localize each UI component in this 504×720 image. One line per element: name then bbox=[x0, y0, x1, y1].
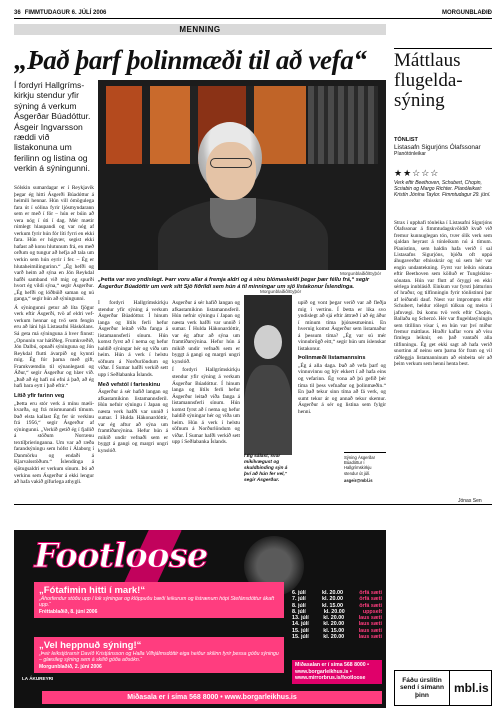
show-time: kl. 20.00 bbox=[322, 596, 343, 603]
show-time: kl. 20.00 bbox=[322, 590, 343, 596]
figure-head bbox=[254, 325, 282, 359]
ad-badge: LA ÁKUREYRI bbox=[22, 676, 54, 681]
show-status: laus sæti bbox=[358, 621, 382, 628]
figure-body bbox=[244, 365, 292, 455]
article-deck: Í fordyri Hallgrímskirkju stendur yfir sýning á verkum Ásgerðar Búadóttur. Ásgeir Ingvarsson ræddi við listakonuna um ferilinn og listina og verkin á sýningunni. bbox=[14, 80, 91, 174]
portrait-glasses bbox=[210, 158, 252, 168]
article-column-2 bbox=[98, 300, 168, 500]
author-email: asgeir@mbl.is bbox=[344, 477, 373, 483]
quote-heading: „Fótafimin hitti í mark!“ bbox=[39, 585, 146, 596]
show-time: kl. 15.00 bbox=[322, 602, 343, 609]
article-column-1 bbox=[14, 185, 94, 501]
subheading: Þolinmæði listamannsins bbox=[298, 355, 366, 362]
mbl-promo-box[interactable] bbox=[394, 670, 492, 706]
paragraph: Í fordyri Hallgrímskirkju stendur yfir sýning á verkum Ásgerðar Búadóttur. Í hinum langa og lítils ferli hefur Ásgerður leitað víða fanga á listamannsferli sínum. Hún komst fyrst að í nema og hefur haldið sýningar hér og víða um heim. Hún á verk í helstu söfnum á Norðurlöndum og víðar. Í Sumar hafði verkið sett upp í Seðlabanka Íslands. bbox=[98, 300, 168, 379]
show-time: kl. 20.00 bbox=[323, 621, 345, 628]
review-body: Strax í upphafi tónleika í Listasafni Sigurjóns Ólafssonar á fimmtudagskvöldið kvað við fremur kunnuglegan tón, tvær ólík verk sem sjaldan heyrast á tónleikum nú á tímum. Píanistinn, sem haldin hafa verið í sal Listasafns Sigurjóns, bjóða oft uppá áhugaverðar efnisskrár og sú sem hér var engin undantekning. Fyrst var leikin sónata eftir Beethoven sem kölluð er Tunglskinssónatan. Hún var flutt af öryggi en ekki sérlega innblásið. Einkum var fyrsti þátturinn of hraður, og tilfinningin fyrir tónlistinni þar af leiðandi dauf. Næst var impromptu eftir Schubert, heldur rólegri túlkun og meira í jafnvægi. Þá komu tvö verk eftir Chopin, Ballaða og Scherzó. Hér var flugeldasýningin sem titillinn vísar í, en hún var því miður fremur máttlaus. Hraðir kaflar voru að vísu fimlega leiknir, en það vantaði alla tilfinningu. Ég get ekki sagt að hafa verið snortinn af neinu sem þarna fór fram og vil ráðleggja listamanninum að einbeita sér að þeim verkum sem henni henta best. bbox=[394, 220, 492, 367]
info-box bbox=[344, 452, 386, 483]
paragraph: Sólskin sumardagar er í Reykjavík þegar ég hitti Ásgerði Búadóttur á heimili hennar. Hún vill ómögulega fara út í sólina fyrir ljósmyndarann sem er með í för – hún er búin að vera nóg í úti í dag. Mér mætir rúmlegt hlaupandi og var nóg af verkum fyrir hún fór líti fyrri en ekki fara. Hún er hógvær, segist ekki hafast að konu hlutunum frá, en með orðum og tungur að hefja að tala um verkin sem hún eyrir í fer. – Ég er hlutaheimilingurinn.“ „Ég hefði og varð heim að sýna en Jón Reykdal hafði samband við mig og spurði hvort ég vildi sýna,“ segir Ásgerður. „Ég hefði og lóðbúið saman og nú ganga,“ segir hún að sýningunni. bbox=[14, 185, 94, 303]
subheading: Með vefstól í farteskinu bbox=[98, 381, 161, 388]
article-column-4 bbox=[298, 300, 386, 450]
paragraph: upið og vont þegar verið var að fleðja mig í vertinu. Í Þetta er líka svo yndislegt að sjá eftir áttræð í að ég áður í mínum tíma þjónæsmæinni. En hvernig komst Ásgerður sem listamaður á þessum tíma? „Ég var sú mér vinnubrögð eitt,“ segir hún um íslenskar listakonur. bbox=[298, 300, 386, 352]
footloose-advert[interactable] bbox=[14, 530, 386, 708]
quote-source: Morgunblaðið, 2. júní 2006 bbox=[39, 664, 102, 671]
show-row bbox=[292, 634, 382, 640]
show-date: 14. júlí bbox=[292, 621, 309, 628]
headline: „Það þarf þolinmæði til að vefa“ bbox=[14, 45, 367, 75]
show-status: laus sæti bbox=[358, 627, 382, 634]
section-label: MENNING bbox=[14, 24, 386, 35]
photo2-credit: Morgunblaðið/Eyþór bbox=[260, 289, 302, 294]
article-photo bbox=[98, 80, 386, 270]
portrait-face bbox=[206, 142, 256, 200]
page-date: FIMMTUDAGUR 6. JÚLÍ 2006 bbox=[24, 10, 107, 16]
show-date: 8. júlí bbox=[292, 602, 306, 609]
show-status: örfá sæti bbox=[359, 590, 382, 596]
venue-name: Listasafn Sigurjóns Ólafssonar bbox=[394, 144, 481, 151]
quote-text: „Þeir leikstjórarnir Davíð Kristjánsson og Halla Vilhjálmsdóttir eiga heiður skilinn fyrir þessa góðu sýningu – glæsileg sýning sem á skilið góða aðsókn.“ bbox=[39, 651, 279, 664]
page-divider bbox=[14, 504, 492, 505]
show-status: örfá sæti bbox=[359, 602, 382, 609]
photo2-caption: Í Ég sálast, svar mikilvægust og skuldbinding sýn á því að hún fer vel,“ segir Ásgerður. bbox=[244, 454, 288, 483]
show-time: kl. 20.00 bbox=[323, 634, 345, 641]
paragraph: Ásgerður á sér hafið langan og afkastamikinn listamannsferil. Hún nefnir sýningu í Japan og næsta verk hafði var unnið í sumar. Í Hulda Hákonardóttir, var ég aftur að sýna um framtíðarsýnina. Hefur hún á mikið undir vefnaði sem er byggt á gangi og margri ungri kynslóð. bbox=[98, 389, 168, 455]
page-header bbox=[14, 10, 492, 19]
portrait-scarf bbox=[210, 198, 256, 238]
venue-sub: Píanótónleikar bbox=[394, 151, 426, 158]
review-program: Verk eftir Beethoven, Schubert, Chopin, Scriabin og Margo Richter. Píanóleikari: Kristín Jónína Taylor. Fimmtudagur 29. júní. bbox=[394, 180, 491, 198]
newspaper-page bbox=[14, 10, 492, 710]
show-date: 8. júlí bbox=[292, 608, 306, 615]
page-number: 36 bbox=[14, 10, 21, 16]
review-author: Jónas Sen bbox=[458, 498, 482, 504]
review-venue bbox=[394, 144, 492, 159]
ad-quote-1 bbox=[34, 582, 284, 618]
quote-text: „Áhorfendur stóðu upp í lok sýningar og klöppuðu bæði leikurum og listrænum hópi Stefánsdóttur ákaft upp.“ bbox=[39, 596, 275, 609]
paragraph: Á sýningunni getur að líta fjögur verk eftir Ásgerði, tvö af eldri vefverkum hennar og tvö sem fengin eru að láni hjá Listasafni Háskólans. Sá geta má sýninguna á hver finnst: „Opnunin var hátíðleg. Frumkvæðið, Jón Dalbú, opnaði sýninguna og Jón Reykdal flutti ávarpið og kynnti mig. Ég fór þarna með gift, Framkvæmdin til sýnanlegasti og Áður,“ segir Ásgerður og hlær við. „Það að ég hafi nú efni á það, að ég hafi bara eytt í það eftir.“ bbox=[14, 304, 94, 390]
show-date: 7. júlí bbox=[292, 596, 306, 603]
show-status: laus sæti bbox=[358, 615, 382, 622]
mbl-logo: mbl.is bbox=[449, 671, 489, 705]
info-text: Sýning Ásgerðar Búadóttur í Hallgrímskirkju stendur út júlí. bbox=[344, 455, 375, 476]
ad-logo: Footloose bbox=[34, 536, 208, 576]
show-date: 15. júlí bbox=[292, 634, 309, 641]
paragraph: „Ég á alla daga. Það að vefa þarf og vinnuvinnu og býr ekkert í að hafa eins og vefarinn. Ég vona að þú gefið þér tíma til þess vefnaðar og þolinmæðin.“ En það tekur sinn tíma að fá verk, og sumt tekur ár og annað tekur skemur. Ásgerður á sér og listina sem fylgir henni. bbox=[298, 362, 386, 415]
show-status: uppselt bbox=[362, 608, 382, 615]
quote-heading: „Vel heppnuð sýning!“ bbox=[39, 640, 142, 651]
photo-caption: „Þetta var svo yndislegt. Þarr voru allar á fremja aldri og á sínu blómaskeiði þegar þær féllu frá,“ segir Ásgerður Búadóttir um verk sitt Sjö fiðrildi sem hún á til minningar um sjö listakonur Íslendinga. bbox=[98, 277, 370, 290]
show-status: örfá sæti bbox=[359, 596, 382, 603]
paper-name: MORGUNBLAÐIÐ bbox=[442, 10, 492, 16]
subheading: Lítið yfir farinn veg bbox=[14, 392, 65, 399]
photo-credit: Morgunblaðið/Eyþór bbox=[340, 271, 382, 276]
review-title: Máttlaus flugeldasýning bbox=[394, 48, 492, 111]
show-date: 6. júlí bbox=[292, 590, 306, 596]
ad-quote-2 bbox=[34, 637, 284, 673]
review-kind: TÓNLIST bbox=[394, 137, 418, 143]
tapestry-artwork-2 bbox=[308, 86, 378, 164]
secondary-photo bbox=[244, 295, 292, 455]
quote-source: Fréttablaðið, 8. júní 2006 bbox=[39, 609, 98, 616]
paragraph: „Þetta eru stór verk á mínu mælikvarða, og frá mismunandi tímum. Það elsta kallast Ég fer úr verkinu frá 1956,“ segir Ásgerður af sýningunni. „Verkið getið ég í fjallið á stöðum Norrænu textílþríeringanna. Um var að ræða farandsýningu sem hófst í Álaborg í Danmörku og endaði á Kjarvalsstöðum.“ Íslendinga á sjötugsaldri er verkum sínum. Þó að verkinu sem Ásgerður á ekki lengur að hafa vakið gífurlega athygli. bbox=[14, 400, 94, 486]
ad-box-sales: Miðasalan er í síma 568 8000 • www.borgarleikhus.is • www.mirrorbrus.is/footloose bbox=[292, 660, 382, 684]
show-time: kl. 15.00 bbox=[323, 627, 345, 634]
paragraph: Í fordyri Hallgrímskirkju stendur yfir sýning á verkum Ásgerðar Búadóttur. Í hinum langa og lítils ferli hefur Ásgerður leitað víða fanga á listamannsferli sínum. Hún komst fyrst að í nema og hefur haldið sýningar hér og víða um heim. Hún á verk í helstu söfnum á Norðurlöndum og víðar. Í Sumar hafði verkið sett upp í Seðlabanka Íslands. bbox=[172, 367, 240, 446]
show-date: 13. júlí bbox=[292, 615, 309, 622]
show-list bbox=[292, 590, 382, 640]
paragraph: Ásgerður á sér hafið langan og afkastamikinn listamannsferil. Hún nefnir sýningu í Japan og næsta verk hafði var unnið í sumar. Í Hulda Hákonardóttir, var ég aftur að sýna um framtíðarsýnina. Hefur hún á mikið undir vefnaði sem er byggt á gangi og margri ungri kynslóð. bbox=[172, 300, 240, 365]
show-status: laus sæti bbox=[358, 634, 382, 641]
article-column-3 bbox=[172, 300, 240, 500]
review-stars: ★★☆☆☆ bbox=[394, 168, 440, 178]
show-date: 15. júlí bbox=[292, 627, 309, 634]
show-time: kl. 20.00 bbox=[323, 615, 345, 622]
mbl-promo-text: Fáðu úrslitin send í símann þinn bbox=[400, 676, 444, 699]
ad-sales-line[interactable]: Miðasala er í síma 568 8000 • www.borgarleikhus.is bbox=[42, 691, 382, 704]
show-time: kl. 20.00 bbox=[323, 608, 345, 615]
